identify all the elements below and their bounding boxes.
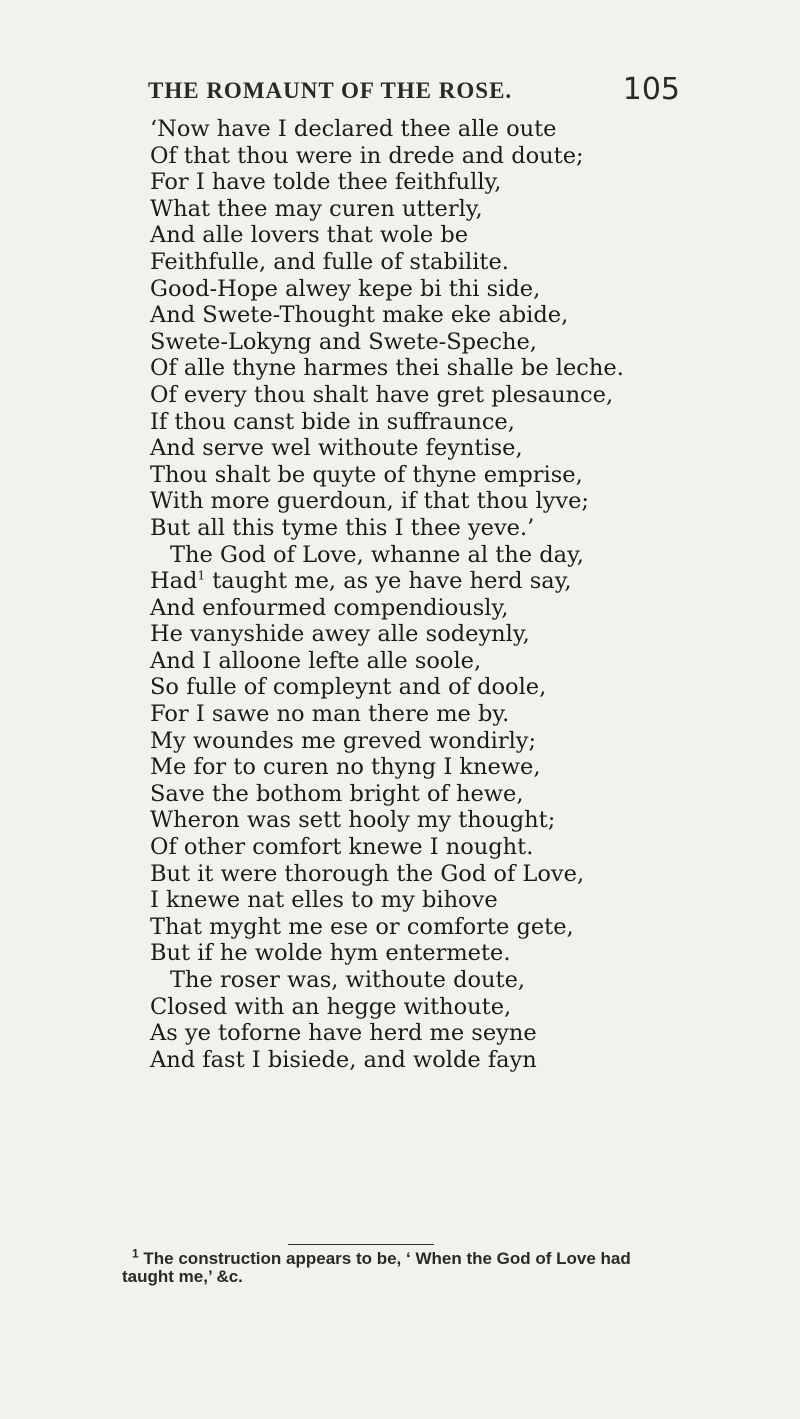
verse-line: The roser was, withoute doute, bbox=[170, 967, 526, 993]
verse-line: And fast I bisiede, and wolde fayn bbox=[150, 1046, 537, 1073]
verse-line: Of alle thyne harmes thei shalle be leche. bbox=[150, 355, 624, 382]
verse-line: But all this tyme this I thee yeve.’ bbox=[150, 514, 535, 541]
verse-line: The God of Love, whanne al the day, bbox=[170, 541, 584, 568]
verse-line: For I sawe no man there me by. bbox=[150, 701, 510, 728]
verse-line: With more guerdoun, if that thou lyve; bbox=[150, 488, 589, 515]
verse-line: Of that thou were in drede and doute; bbox=[150, 142, 584, 169]
verse-line: Save the bothom bright of hewe, bbox=[150, 780, 524, 807]
verse-line: What thee may curen utterly, bbox=[150, 195, 483, 222]
verse-line: My woundes me greved wondirly; bbox=[150, 727, 537, 754]
verse-line: Feithfulle, and fulle of stabilite. bbox=[150, 248, 509, 275]
running-title: THE ROMAUNT OF THE ROSE. bbox=[148, 78, 513, 103]
verse-line: And enfourmed compendiously, bbox=[150, 594, 509, 621]
footnote bbox=[122, 1246, 742, 1286]
verse-line: And alle lovers that wole be bbox=[150, 222, 469, 249]
verse-line: Swete-Lokyng and Swete-Speche, bbox=[150, 328, 537, 355]
footnote-line: taught me,’ &c. bbox=[122, 1267, 243, 1286]
verse-line: That myght me ese or comforte gete, bbox=[150, 913, 574, 940]
verse-line: But it were thorough the God of Love, bbox=[150, 860, 585, 887]
verse-line: And serve wel withoute feyntise, bbox=[150, 435, 523, 462]
verse-text bbox=[150, 116, 750, 1073]
verse-line: Of every thou shalt have gret plesaunce, bbox=[150, 381, 614, 408]
verse-line: If thou canst bide in suffraunce, bbox=[150, 408, 515, 435]
verse-line: But if he wolde hym entermete. bbox=[150, 940, 511, 967]
verse-line: ‘Now have I declared thee alle oute bbox=[150, 116, 557, 142]
footnote-reference: 1 bbox=[197, 568, 206, 583]
verse-line: And Swete-Thought make eke abide, bbox=[150, 302, 569, 329]
verse-line: For I have tolde thee feithfully, bbox=[150, 169, 502, 196]
verse-line: Thou shalt be quyte of thyne emprise, bbox=[150, 461, 583, 488]
verse-line-with-note bbox=[150, 568, 750, 595]
verse-line: Me for to curen no thyng I knewe, bbox=[150, 754, 541, 781]
footnote-text: The construction appears to be, ‘ When the God of Love had bbox=[138, 1249, 631, 1268]
footnote-mark: 1 bbox=[132, 1246, 139, 1261]
verse-line: Wheron was sett hooly my thought; bbox=[150, 807, 556, 834]
verse-line: Closed with an hegge withoute, bbox=[150, 993, 512, 1020]
verse-line: So fulle of compleynt and of doole, bbox=[150, 674, 547, 701]
running-header bbox=[120, 72, 680, 112]
verse-line: As ye toforne have herd me seyne bbox=[150, 1020, 537, 1047]
verse-line: Of other comfort knewe I nought. bbox=[150, 834, 534, 861]
page-number: 105 bbox=[622, 72, 680, 107]
verse-line-start: Had bbox=[150, 568, 198, 595]
verse-line: I knewe nat elles to my bihove bbox=[150, 887, 498, 914]
verse-line: He vanyshide awey alle sodeynly, bbox=[150, 621, 530, 648]
footnote-line bbox=[132, 1246, 742, 1268]
verse-line: And I alloone lefte alle soole, bbox=[150, 647, 482, 674]
verse-line: Good-Hope alwey kepe bi thi side, bbox=[150, 275, 541, 302]
verse-line-rest: taught me, as ye have herd say, bbox=[205, 568, 572, 595]
footnote-divider bbox=[288, 1244, 434, 1245]
